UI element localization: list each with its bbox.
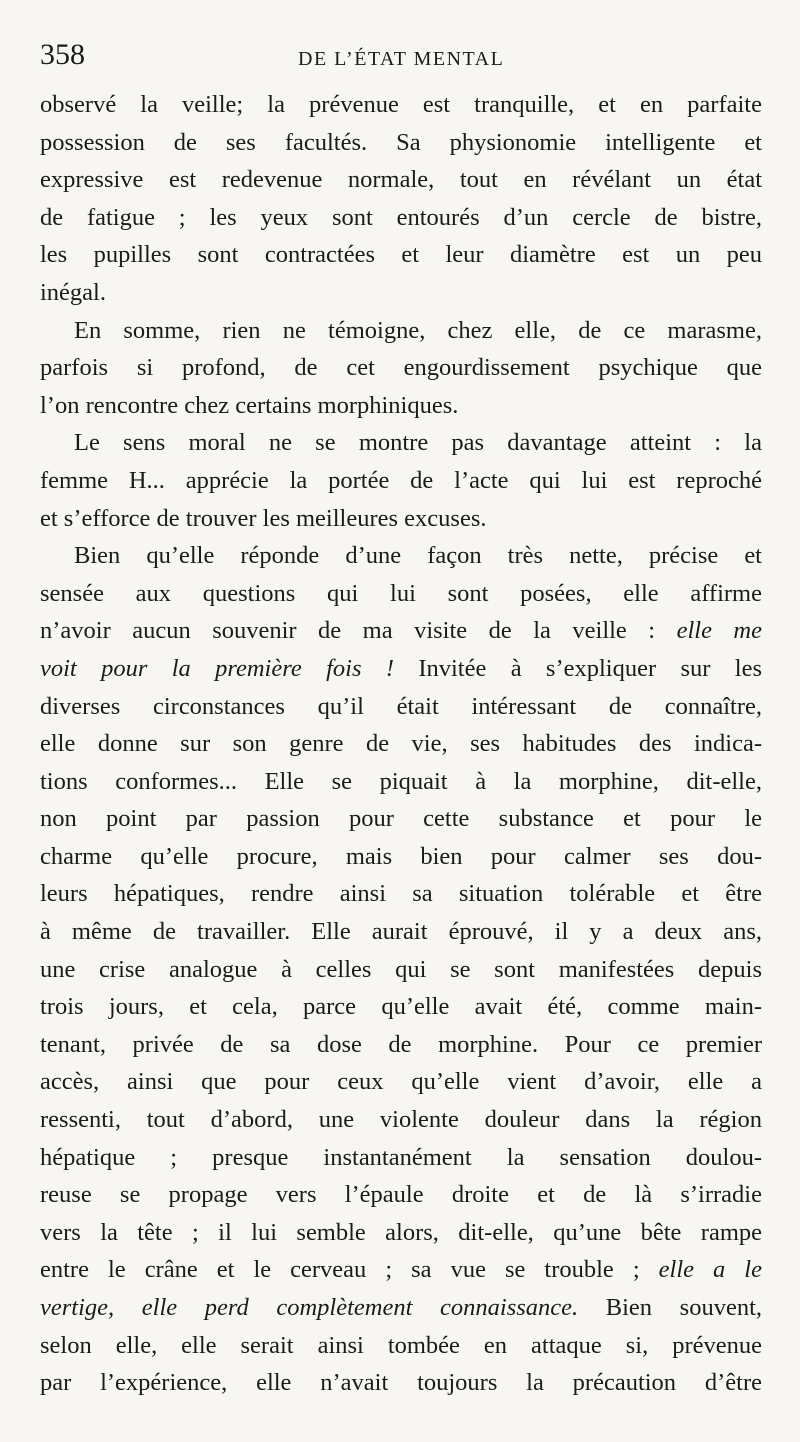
text-segment: reuse se propage vers l’épaule droite et de là s’irradie: [40, 1181, 762, 1209]
text-segment: de fatigue ; les yeux sont entourés d’un cercle de bistre,: [40, 203, 762, 231]
text-line: [40, 1063, 762, 1101]
text-line: [40, 1327, 762, 1365]
text-segment: à même de travailler. Elle aurait éprouvé, il y a deux ans,: [40, 918, 762, 946]
text-line: [40, 650, 762, 688]
text-line: [40, 1176, 762, 1214]
text-segment: les pupilles sont contractées et leur diamètre est un peu: [40, 241, 762, 269]
italic-text: elle me: [676, 617, 762, 645]
text-line: [40, 725, 762, 763]
text-segment: Bien qu’elle réponde d’une façon très nette, précise et: [74, 542, 762, 570]
italic-text: vertige, elle perd complètement connaissance.: [40, 1294, 579, 1321]
text-line: [40, 763, 762, 801]
text-line: [40, 161, 762, 199]
text-line: [40, 1289, 762, 1327]
text-segment: leurs hépatiques, rendre ainsi sa situation tolérable et être: [40, 880, 762, 908]
text-segment: l’on rencontre chez certains morphiniques.: [40, 391, 459, 419]
text-line: [40, 575, 762, 613]
text-segment: observé la veille; la prévenue est tranquille, et en parfaite: [40, 91, 762, 118]
text-line: [40, 1251, 762, 1289]
italic-text: voit pour la première fois !: [40, 654, 394, 682]
text-line: [40, 274, 762, 312]
text-line: [40, 1364, 762, 1402]
text-segment: possession de ses facultés. Sa physionomie intelligente et: [40, 128, 762, 156]
text-segment: tions conformes... Elle se piquait à la morphine, dit-elle,: [40, 767, 762, 795]
text-line: [40, 1214, 762, 1252]
text-line: [40, 838, 762, 876]
text-line: [40, 1101, 762, 1139]
text-line: [40, 199, 762, 237]
text-segment: n’avoir aucun souvenir de ma visite de la veille :: [40, 617, 677, 645]
text-line: [40, 312, 762, 350]
text-line: [40, 988, 762, 1026]
text-segment: elle donne sur son genre de vie, ses habitudes des indica-: [40, 730, 762, 758]
text-line: [40, 612, 762, 650]
text-line: [40, 124, 762, 162]
text-line: [40, 500, 762, 538]
text-line: [40, 387, 762, 425]
text-line: [40, 951, 762, 989]
text-segment: une crise analogue à celles qui se sont manifestées depuis: [40, 955, 762, 983]
text-segment: non point par passion pour cette substance et pour le: [40, 805, 762, 833]
text-line: [40, 1026, 762, 1064]
text-segment: expressive est redevenue normale, tout en révélant un état: [40, 166, 762, 194]
text-segment: entre le crâne et le cerveau ; sa vue se trouble ;: [40, 1256, 659, 1284]
text-line: [40, 537, 762, 575]
text-segment: charme qu’elle procure, mais bien pour calmer ses dou-: [40, 842, 762, 870]
text-segment: par l’expérience, elle n’avait toujours la précaution d’être: [40, 1369, 762, 1397]
text-segment: trois jours, et cela, parce qu’elle avait été, comme main-: [40, 993, 762, 1021]
text-segment: parfois si profond, de cet engourdissement psychique que: [40, 354, 762, 382]
italic-text: elle a le: [658, 1256, 762, 1284]
text-segment: vers la tête ; il lui semble alors, dit-elle, qu’une bête rampe: [40, 1218, 762, 1246]
text-segment: sensée aux questions qui lui sont posées, elle affirme: [40, 579, 762, 607]
text-line: [40, 236, 762, 274]
text-segment: Le sens moral ne se montre pas davantage atteint : la: [74, 429, 762, 457]
text-segment: femme H... apprécie la portée de l’acte qui lui est reproché: [40, 466, 762, 494]
page-number: 358: [40, 38, 85, 71]
text-segment: En somme, rien ne témoigne, chez elle, de ce marasme,: [74, 316, 762, 344]
body-text: [40, 86, 762, 1402]
text-segment: diverses circonstances qu’il était intéressant de connaître,: [40, 692, 762, 720]
text-segment: inégal.: [40, 278, 106, 306]
running-head: [40, 38, 760, 78]
text-line: [40, 913, 762, 951]
text-line: [40, 349, 762, 387]
text-segment: et s’efforce de trouver les meilleures excuses.: [40, 504, 487, 532]
text-segment: Bien souvent,: [578, 1294, 762, 1321]
text-segment: hépatique ; presque instantanément la sensation doulou-: [40, 1143, 762, 1171]
text-segment: Invitée à s’expliquer sur les: [394, 654, 762, 682]
text-line: [40, 688, 762, 726]
text-line: [40, 800, 762, 838]
text-segment: tenant, privée de sa dose de morphine. Pour ce premier: [40, 1030, 762, 1058]
text-segment: ressenti, tout d’abord, une violente douleur dans la région: [40, 1106, 762, 1134]
text-segment: selon elle, elle serait ainsi tombée en attaque si, prévenue: [40, 1331, 762, 1359]
running-title: DE L’ÉTAT MENTAL: [298, 48, 505, 70]
text-segment: accès, ainsi que pour ceux qu’elle vient d’avoir, elle a: [40, 1068, 762, 1096]
text-line: [40, 1139, 762, 1177]
text-line: [40, 424, 762, 462]
text-line: [40, 86, 762, 124]
text-line: [40, 462, 762, 500]
text-line: [40, 875, 762, 913]
